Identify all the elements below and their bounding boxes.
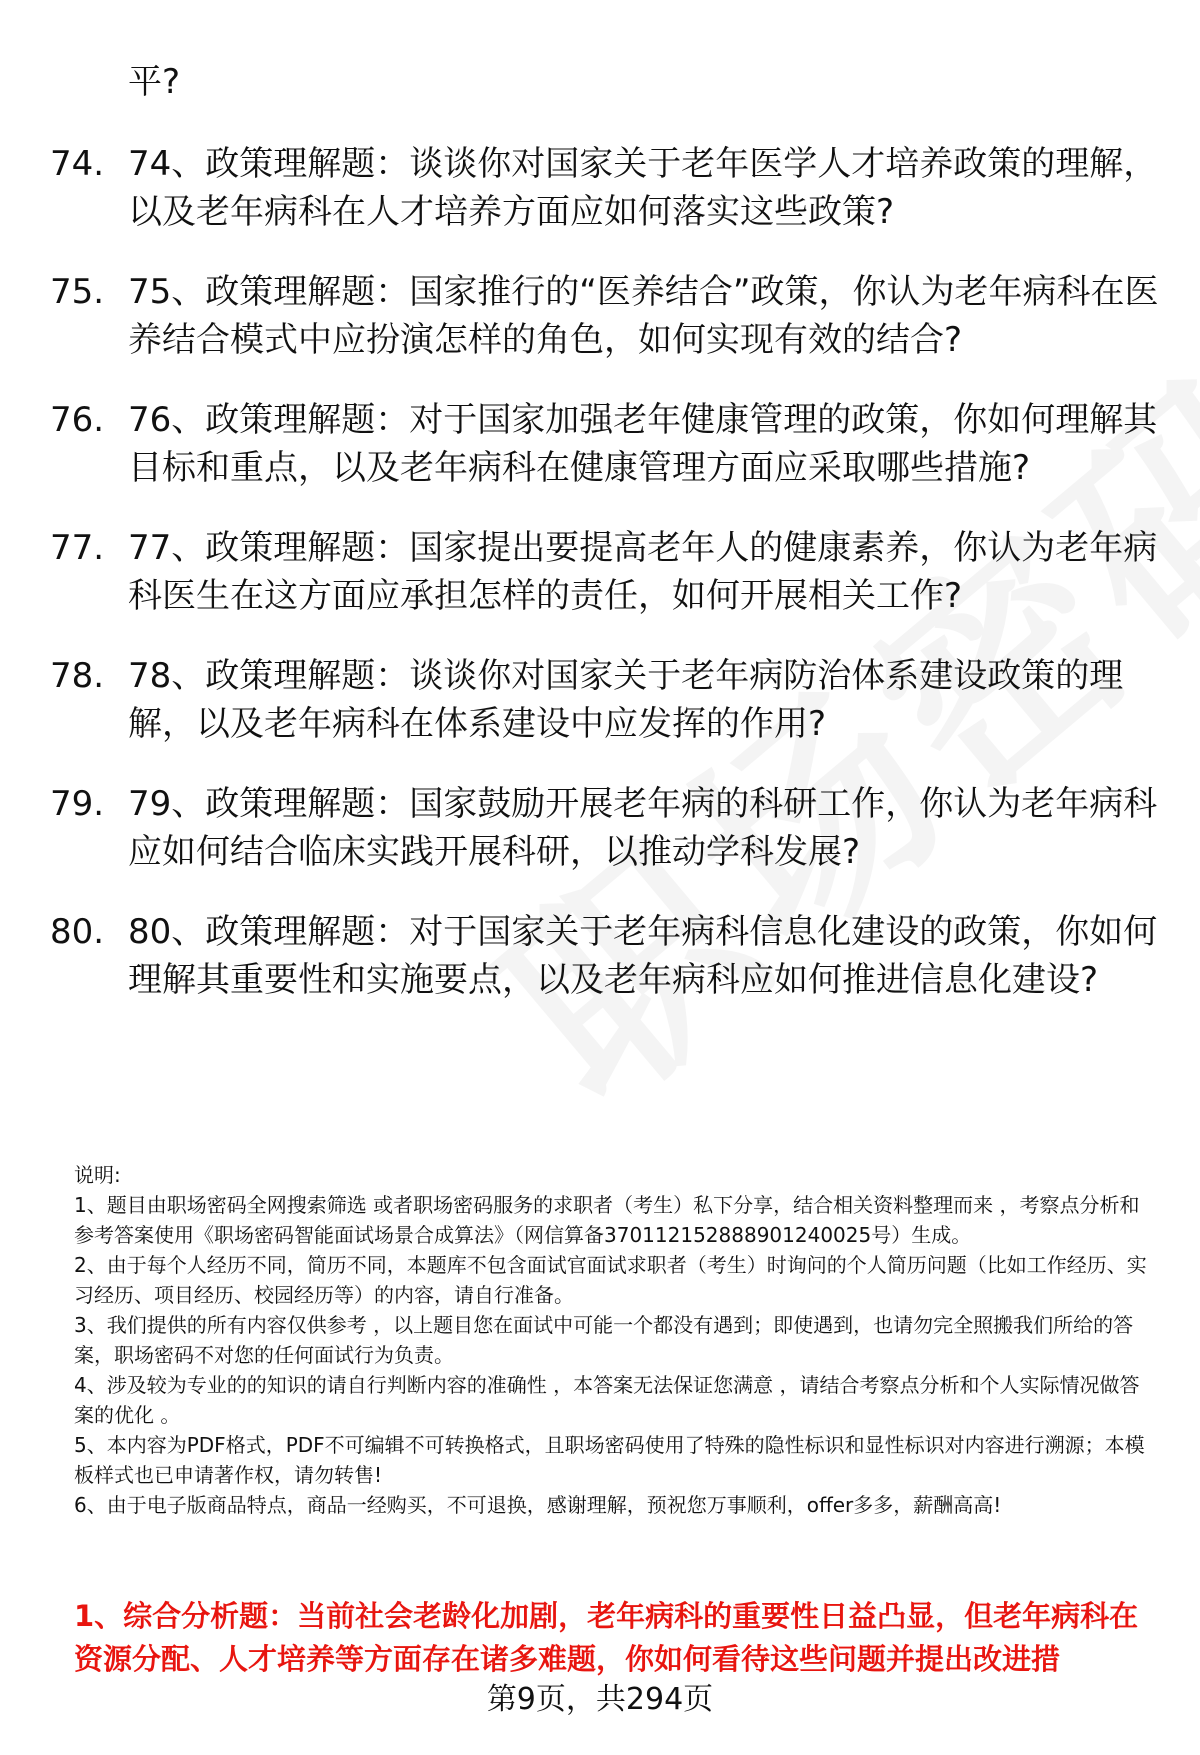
question-number: 77. <box>50 528 105 568</box>
note-item: 4、涉及较为专业的的知识的请自行判断内容的准确性 ，本答案无法保证您满意 ，请结合考察点分析和个人实际情况做答案的优化 。 <box>74 1373 1140 1427</box>
question-text: 78、政策理解题：谈谈你对国家关于老年病防治体系建设政策的理解，以及老年病科在体系建设中应发挥的作用? <box>128 656 1124 744</box>
question-text: 79、政策理解题：国家鼓励开展老年病的科研工作，你认为老年病科应如何结合临床实践开展科研，以推动学科发展? <box>128 784 1158 872</box>
note-item: 3、我们提供的所有内容仅供参考 ，以上题目您在面试中可能一个都没有遇到；即使遇到，也请勿完全照搬我们所给的答案，职场密码不对您的任何面试行为负责。 <box>74 1313 1134 1367</box>
question-number: 80. <box>50 912 105 952</box>
question-list <box>50 140 1160 1036</box>
question-number: 74. <box>50 144 105 184</box>
notes-heading: 说明: <box>74 1163 121 1187</box>
question-continuation: 平? <box>128 62 181 102</box>
notes-section <box>74 1160 1154 1520</box>
question-item <box>50 396 1160 492</box>
question-number: 76. <box>50 400 105 440</box>
question-number: 79. <box>50 784 105 824</box>
question-item <box>50 268 1160 364</box>
question-item <box>50 780 1160 876</box>
note-item: 6、由于电子版商品特点，商品一经购买，不可退换，感谢理解，预祝您万事顺利，offer多多，薪酬高高! <box>74 1493 1002 1517</box>
question-text: 75、政策理解题：国家推行的“医养结合”政策，你认为老年病科在医养结合模式中应扮演怎样的角色，如何实现有效的结合? <box>128 272 1159 360</box>
question-item <box>50 140 1160 236</box>
question-number: 75. <box>50 272 105 312</box>
note-item: 2、由于每个人经历不同，简历不同，本题库不包含面试官面试求职者（考生）时询问的个人简历问题（比如工作经历、实习经历、项目经历、校园经历等）的内容，请自行准备。 <box>74 1253 1147 1307</box>
highlighted-question: 1、综合分析题：当前社会老龄化加剧，老年病科的重要性日益凸显，但老年病科在资源分配、人才培养等方面存在诸多难题，你如何看待这些问题并提出改进措 <box>74 1599 1139 1676</box>
question-item <box>50 652 1160 748</box>
note-item: 5、本内容为PDF格式，PDF不可编辑不可转换格式，且职场密码使用了特殊的隐性标识和显性标识对内容进行溯源；本模板样式也已申请著作权，请勿转售! <box>74 1433 1145 1487</box>
question-text: 80、政策理解题：对于国家关于老年病科信息化建设的政策，你如何理解其重要性和实施要点，以及老年病科应如何推进信息化建设? <box>128 912 1158 1000</box>
note-item: 1、题目由职场密码全网搜索筛选 或者职场密码服务的求职者（考生）私下分享，结合相关资料整理而来 ，考察点分析和参考答案使用《职场密码智能面试场景合成算法》（网信算备370112152888901240025号）生成。 <box>74 1193 1140 1247</box>
question-text: 77、政策理解题：国家提出要提高老年人的健康素养，你认为老年病科医生在这方面应承担怎样的责任，如何开展相关工作? <box>128 528 1158 616</box>
question-text: 76、政策理解题：对于国家加强老年健康管理的政策，你如何理解其目标和重点，以及老年病科在健康管理方面应采取哪些措施? <box>128 400 1158 488</box>
page-footer: 第9页，共294页 <box>486 1682 714 1717</box>
question-text: 74、政策理解题：谈谈你对国家关于老年医学人才培养政策的理解，以及老年病科在人才培养方面应如何落实这些政策? <box>128 144 1158 232</box>
question-item <box>50 908 1160 1004</box>
question-item <box>50 524 1160 620</box>
question-number: 78. <box>50 656 105 696</box>
